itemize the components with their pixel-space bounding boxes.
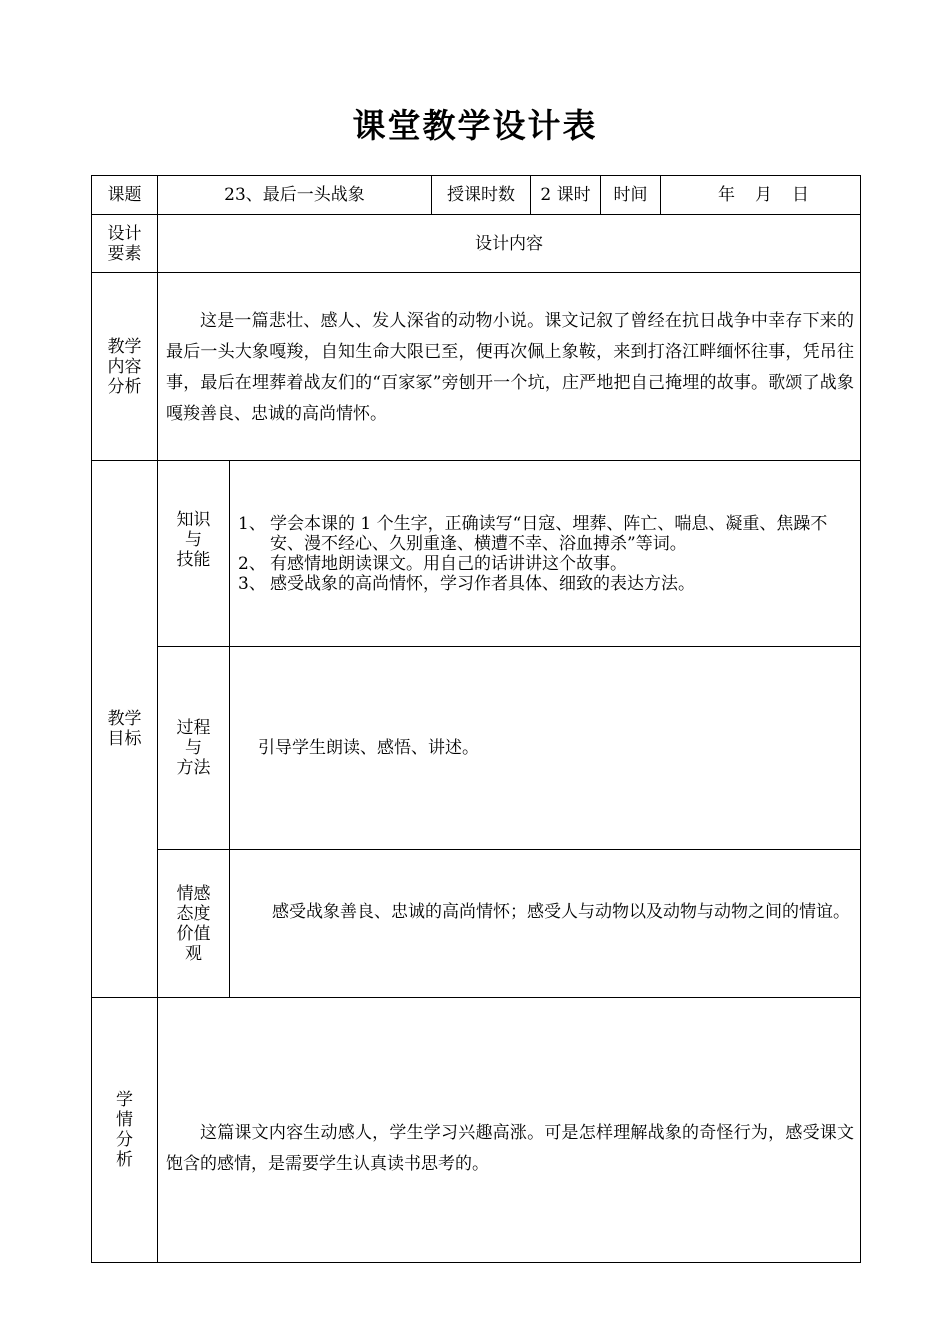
time-label: 时间	[613, 185, 648, 205]
student-analysis-text: 这篇课文内容生动感人，学生学习兴趣高涨。可是怎样理解战象的奇怪行为，感受课文饱含的感情，是需要学生认真读书思考的。	[166, 1123, 854, 1174]
knowledge-skills-list	[238, 514, 854, 594]
list-item: 3、 感受战象的高尚情怀，学习作者具体、细致的表达方法。	[238, 574, 695, 594]
student-analysis-label: 学 情 分 析	[116, 1090, 133, 1170]
emotion-values-text: 感受战象善良、忠诚的高尚情怀；感受人与动物以及动物与动物之间的情谊。	[272, 902, 850, 922]
hours-label: 授课时数	[447, 185, 515, 205]
topic-value: 23、最后一头战象	[224, 185, 365, 205]
list-item: 1、 学会本课的 1 个生字，正确读写“日寇、埋葬、阵亡、喘息、凝重、焦躁不安、漫不经心、久别重逢、横遭不幸、浴血搏杀”等词。	[238, 514, 828, 554]
content-analysis-text: 这是一篇悲壮、感人、发人深省的动物小说。课文记叙了曾经在抗日战争中幸存下来的最后一头大象嘎羧，自知生命大限已至，便再次佩上象鞍，来到打洛江畔缅怀往事，凭吊往事，最后在埋葬着战友们的“百家冢”旁刨开一个坑，庄严地把自己掩埋的故事。歌颂了战象嘎羧善良、忠诚的高尚情怀。	[166, 311, 854, 424]
process-method-label: 过程 与 方法	[176, 718, 211, 778]
emotion-values-label: 情感 态度 价值 观	[176, 883, 211, 964]
page-title: 课堂教学设计表	[352, 106, 598, 145]
date-month: 月	[755, 185, 772, 205]
teaching-goals-label: 教学 目标	[107, 709, 142, 749]
content-analysis-label: 教学 内容 分析	[107, 336, 142, 397]
knowledge-skills-label: 知识 与 技能	[176, 509, 211, 570]
date-value	[661, 176, 860, 214]
design-content-label: 设计内容	[475, 234, 543, 254]
list-item: 2、 有感情地朗读课文。用自己的话讲讲这个故事。	[238, 554, 627, 574]
topic-label: 课题	[107, 185, 142, 205]
process-method-text: 引导学生朗读、感悟、讲述。	[258, 738, 479, 758]
date-year: 年	[718, 185, 735, 205]
design-elements-label: 设计 要素	[107, 223, 142, 264]
hours-value: 2 课时	[540, 185, 591, 205]
date-day: 日	[792, 185, 809, 205]
